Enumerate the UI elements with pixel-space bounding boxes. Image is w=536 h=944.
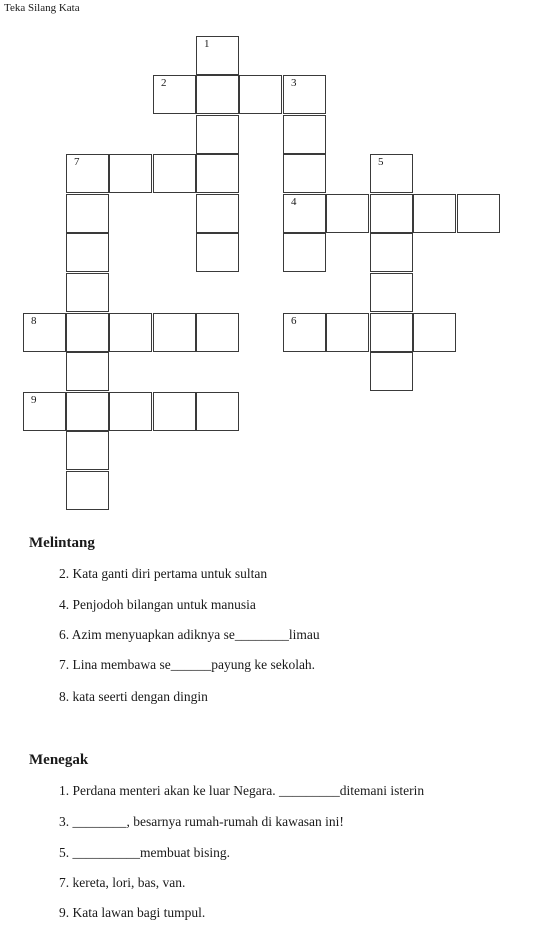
crossword-cell[interactable] xyxy=(109,154,152,193)
crossword-cell[interactable] xyxy=(196,194,239,233)
crossword-cell[interactable] xyxy=(326,313,369,352)
crossword-cell[interactable] xyxy=(283,313,326,352)
melintang-heading: Melintang xyxy=(29,535,95,551)
crossword-cell[interactable] xyxy=(196,233,239,272)
crossword-cell[interactable] xyxy=(66,352,109,391)
crossword-cell[interactable] xyxy=(109,392,152,431)
clue-across-6: 6. Azim menyuapkan adiknya se________limau xyxy=(59,627,320,642)
clue-number: 2 xyxy=(161,77,167,89)
crossword-cell[interactable] xyxy=(66,392,109,431)
crossword-cell[interactable] xyxy=(370,313,413,352)
crossword-cell[interactable] xyxy=(109,313,152,352)
clue-across-4: 4. Penjodoh bilangan untuk manusia xyxy=(59,597,256,612)
crossword-cell[interactable] xyxy=(283,115,326,154)
menegak-heading: Menegak xyxy=(29,752,89,768)
crossword-cell[interactable] xyxy=(283,154,326,193)
clue-number: 9 xyxy=(31,394,37,406)
clue-number: 8 xyxy=(31,315,37,327)
crossword-cell[interactable] xyxy=(23,313,66,352)
clue-across-7: 7. Lina membawa se______payung ke sekolah. xyxy=(59,657,316,672)
clue-down-9: 9. Kata lawan bagi tumpul. xyxy=(59,905,206,920)
crossword-cell[interactable] xyxy=(66,431,109,470)
crossword-cell[interactable] xyxy=(196,115,239,154)
crossword-cell[interactable] xyxy=(66,471,109,510)
crossword-cell[interactable] xyxy=(66,233,109,272)
crossword-cell[interactable] xyxy=(370,194,413,233)
crossword-cell[interactable] xyxy=(23,392,66,431)
crossword-cell[interactable] xyxy=(196,313,239,352)
crossword-cell[interactable] xyxy=(283,233,326,272)
clue-number: 3 xyxy=(291,77,297,89)
crossword-cell[interactable] xyxy=(153,75,196,114)
clue-across-2: 2. Kata ganti diri pertama untuk sultan xyxy=(59,566,268,581)
clue-across-8: 8. kata seerti dengan dingin xyxy=(59,689,208,704)
puzzle-title: Teka Silang Kata xyxy=(4,2,80,14)
crossword-cell[interactable] xyxy=(283,75,326,114)
crossword-cell[interactable] xyxy=(370,233,413,272)
clue-number: 7 xyxy=(74,156,80,168)
crossword-cell[interactable] xyxy=(153,313,196,352)
crossword-cell[interactable] xyxy=(457,194,500,233)
crossword-cell[interactable] xyxy=(196,154,239,193)
clue-down-5: 5. __________membuat bising. xyxy=(59,845,230,860)
crossword-cell[interactable] xyxy=(370,154,413,193)
crossword-cell[interactable] xyxy=(66,313,109,352)
crossword-cell[interactable] xyxy=(283,194,326,233)
crossword-cell[interactable] xyxy=(196,36,239,75)
crossword-cell[interactable] xyxy=(370,352,413,391)
crossword-cell[interactable] xyxy=(153,154,196,193)
crossword-cell[interactable] xyxy=(66,154,109,193)
clue-down-3: 3. ________, besarnya rumah-rumah di kawasan ini! xyxy=(59,814,344,829)
crossword-cell[interactable] xyxy=(196,392,239,431)
crossword-cell[interactable] xyxy=(153,392,196,431)
clue-number: 6 xyxy=(291,315,297,327)
clue-down-1: 1. Perdana menteri akan ke luar Negara. _________ditemani isterin xyxy=(59,783,425,798)
clue-number: 4 xyxy=(291,196,297,208)
clue-number: 1 xyxy=(204,38,210,50)
crossword-cell[interactable] xyxy=(413,313,456,352)
crossword-cell[interactable] xyxy=(370,273,413,312)
clue-down-7: 7. kereta, lori, bas, van. xyxy=(59,875,186,890)
crossword-cell[interactable] xyxy=(66,273,109,312)
crossword-cell[interactable] xyxy=(326,194,369,233)
clue-number: 5 xyxy=(378,156,384,168)
crossword-cell[interactable] xyxy=(413,194,456,233)
crossword-cell[interactable] xyxy=(66,194,109,233)
crossword-cell[interactable] xyxy=(196,75,239,114)
crossword-cell[interactable] xyxy=(239,75,282,114)
